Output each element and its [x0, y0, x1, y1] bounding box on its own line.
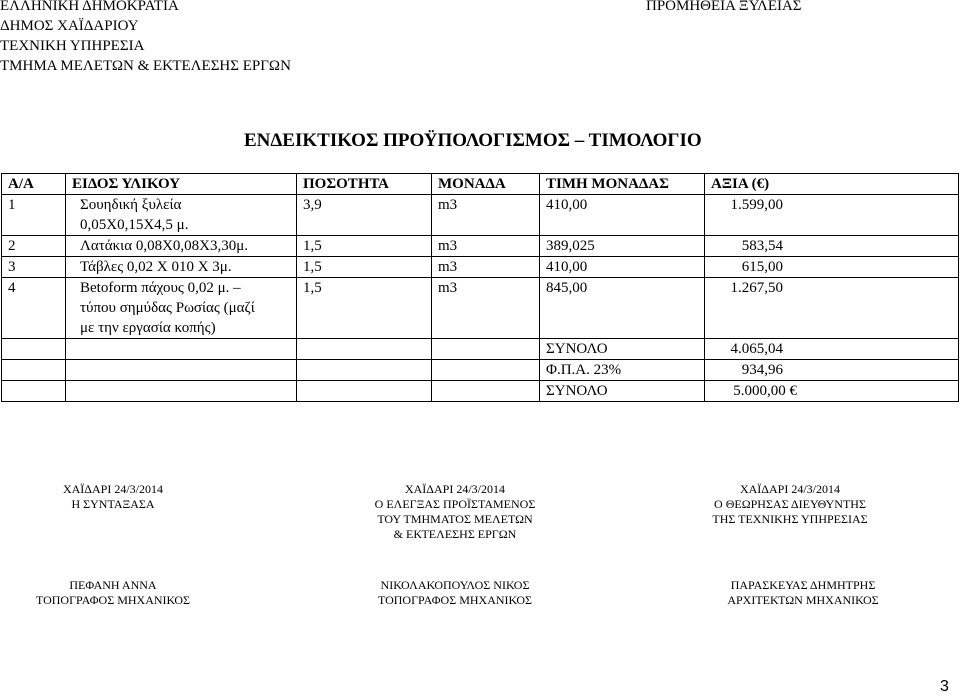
header-organization [0, 0, 291, 76]
document-title: ΕΝΔΕΙΚΤΙΚΟΣ ΠΡΟΫΠΟΛΟΓΙΣΜΟΣ – ΤΙΜΟΛΟΓΙΟ [244, 130, 702, 151]
cell-item [66, 236, 297, 257]
cell-unit-price: 389,025 [540, 236, 705, 257]
table-row [2, 195, 959, 236]
signer-name: ΠΕΦΑΝΗ ΑΝΝΑ [69, 578, 157, 592]
cell-quantity: 1,5 [297, 257, 432, 278]
col-header-aa: Α/Α [2, 174, 66, 195]
grand-total-label: ΣΥΝΟΛΟ [540, 381, 705, 402]
signer-supervisor [340, 578, 570, 608]
total-row [2, 339, 959, 360]
budget-table [1, 173, 959, 402]
signer-title: ΤΟΠΟΓΡΑΦΟΣ ΜΗΧΑΝΙΚΟΣ [377, 593, 533, 607]
header-line-service: ΤΕΧΝΙΚΗ ΥΠΗΡΕΣΙΑ [0, 38, 145, 54]
item-line: Λατάκια 0,08Χ0,08Χ3,30μ. [80, 238, 249, 254]
value-text: 1.267,50 [730, 280, 783, 296]
cell-aa: 2 [2, 236, 66, 257]
item-line: Betoform πάχους 0,02 μ. – [80, 280, 241, 296]
cell-unit: m3 [432, 195, 540, 236]
signature-supervisor [340, 482, 570, 542]
item-line: τύπου σημύδας Ρωσίας (μαζί [80, 300, 255, 316]
signer-name: ΝΙΚΟΛΑΚΟΠΟΥΛΟΣ ΝΙΚΟΣ [380, 578, 530, 592]
vat-value [705, 360, 959, 381]
cell-item [66, 195, 297, 236]
cell-unit-price: 845,00 [540, 278, 705, 339]
cell-value [705, 278, 959, 339]
signature-date: ΧΑΪΔΑΡΙ 24/3/2014 [62, 482, 164, 496]
cell-unit: m3 [432, 257, 540, 278]
header-line-department: ΤΜΗΜΑ ΜΕΛΕΤΩΝ & ΕΚΤΕΛΕΣΗΣ ΕΡΓΩΝ [0, 58, 291, 74]
cell-aa: 4 [2, 278, 66, 339]
cell-item [66, 278, 297, 339]
signer-title: ΤΟΠΟΓΡΑΦΟΣ ΜΗΧΑΝΙΚΟΣ [35, 593, 191, 607]
header-line-municipality: ΔΗΜΟΣ ΧΑΪΔΑΡΙΟΥ [0, 18, 139, 34]
table-header-row [2, 174, 959, 195]
signature-role-line: Ο ΕΛΕΓΞΑΣ ΠΡΟΪΣΤΑΜΕΝΟΣ [374, 497, 536, 511]
col-header-unit: ΜΟΝΑΔΑ [432, 174, 540, 195]
col-header-quantity: ΠΟΣΟΤΗΤΑ [297, 174, 432, 195]
vat-value-text: 934,96 [741, 362, 783, 378]
total-value [705, 339, 959, 360]
cell-unit-price: 410,00 [540, 195, 705, 236]
cell-value [705, 195, 959, 236]
value-text: 1.599,00 [730, 197, 783, 213]
cell-unit: m3 [432, 236, 540, 257]
grand-total-row [2, 381, 959, 402]
cell-unit: m3 [432, 278, 540, 339]
cell-quantity: 3,9 [297, 195, 432, 236]
signature-director [690, 482, 890, 527]
signature-date: ΧΑΪΔΑΡΙ 24/3/2014 [739, 482, 841, 496]
grand-total-value [705, 381, 959, 402]
signer-director [703, 578, 903, 608]
cell-value [705, 257, 959, 278]
total-value-text: 4.065,04 [730, 341, 783, 357]
vat-label: Φ.Π.Α. 23% [540, 360, 705, 381]
table-row [2, 278, 959, 339]
header-project: ΠΡΟΜΗΘΕΙΑ ΞΥΛΕΙΑΣ [646, 0, 802, 14]
item-line: Τάβλες 0,02 Χ 010 Χ 3μ. [80, 259, 232, 275]
cell-aa: 3 [2, 257, 66, 278]
signer-title: ΑΡΧΙΤΕΚΤΩΝ ΜΗΧΑΝΙΚΟΣ [727, 593, 879, 607]
grand-total-value-text: 5.000,00 € [733, 383, 797, 399]
cell-aa: 1 [2, 195, 66, 236]
cell-item [66, 257, 297, 278]
value-text: 583,54 [741, 238, 783, 254]
cell-value [705, 236, 959, 257]
table-row [2, 236, 959, 257]
total-label: ΣΥΝΟΛΟ [540, 339, 705, 360]
col-header-item: ΕΙΔΟΣ ΥΛΙΚΟΥ [66, 174, 297, 195]
value-text: 615,00 [741, 259, 783, 275]
signature-role-line: & ΕΚΤΕΛΕΣΗΣ ΕΡΓΩΝ [393, 527, 517, 541]
vat-row [2, 360, 959, 381]
item-line: Σουηδική ξυλεία [80, 197, 182, 213]
signer-compiler [20, 578, 206, 608]
cell-quantity: 1,5 [297, 236, 432, 257]
header-line-country: ΕΛΛΗΝΙΚΗ ΔΗΜΟΚΡΑΤΙΑ [0, 0, 179, 14]
signer-name: ΠΑΡΑΣΚΕΥΑΣ ΔΗΜΗΤΡΗΣ [730, 578, 876, 592]
cell-quantity: 1,5 [297, 278, 432, 339]
item-line: με την εργασία κοπής) [80, 320, 216, 336]
signature-role-line: ΤΟΥ ΤΜΗΜΑΤΟΣ ΜΕΛΕΤΩΝ [377, 512, 533, 526]
signature-role-line: Ο ΘΕΩΡΗΣΑΣ ΔΙΕΥΘΥΝΤΗΣ [714, 497, 866, 511]
signature-date: ΧΑΪΔΑΡΙ 24/3/2014 [404, 482, 506, 496]
signature-role-line: Η ΣΥΝΤΑΞΑΣΑ [71, 497, 155, 511]
col-header-value: ΑΞΙΑ (€) [705, 174, 959, 195]
page-number: 3 [940, 678, 949, 695]
signature-compiler [20, 482, 206, 512]
table-row [2, 257, 959, 278]
item-line: 0,05Χ0,15Χ4,5 μ. [80, 217, 189, 233]
cell-unit-price: 410,00 [540, 257, 705, 278]
col-header-unit-price: ΤΙΜΗ ΜΟΝΑΔΑΣ [540, 174, 705, 195]
signature-role-line: ΤΗΣ ΤΕΧΝΙΚΗΣ ΥΠΗΡΕΣΙΑΣ [712, 512, 868, 526]
